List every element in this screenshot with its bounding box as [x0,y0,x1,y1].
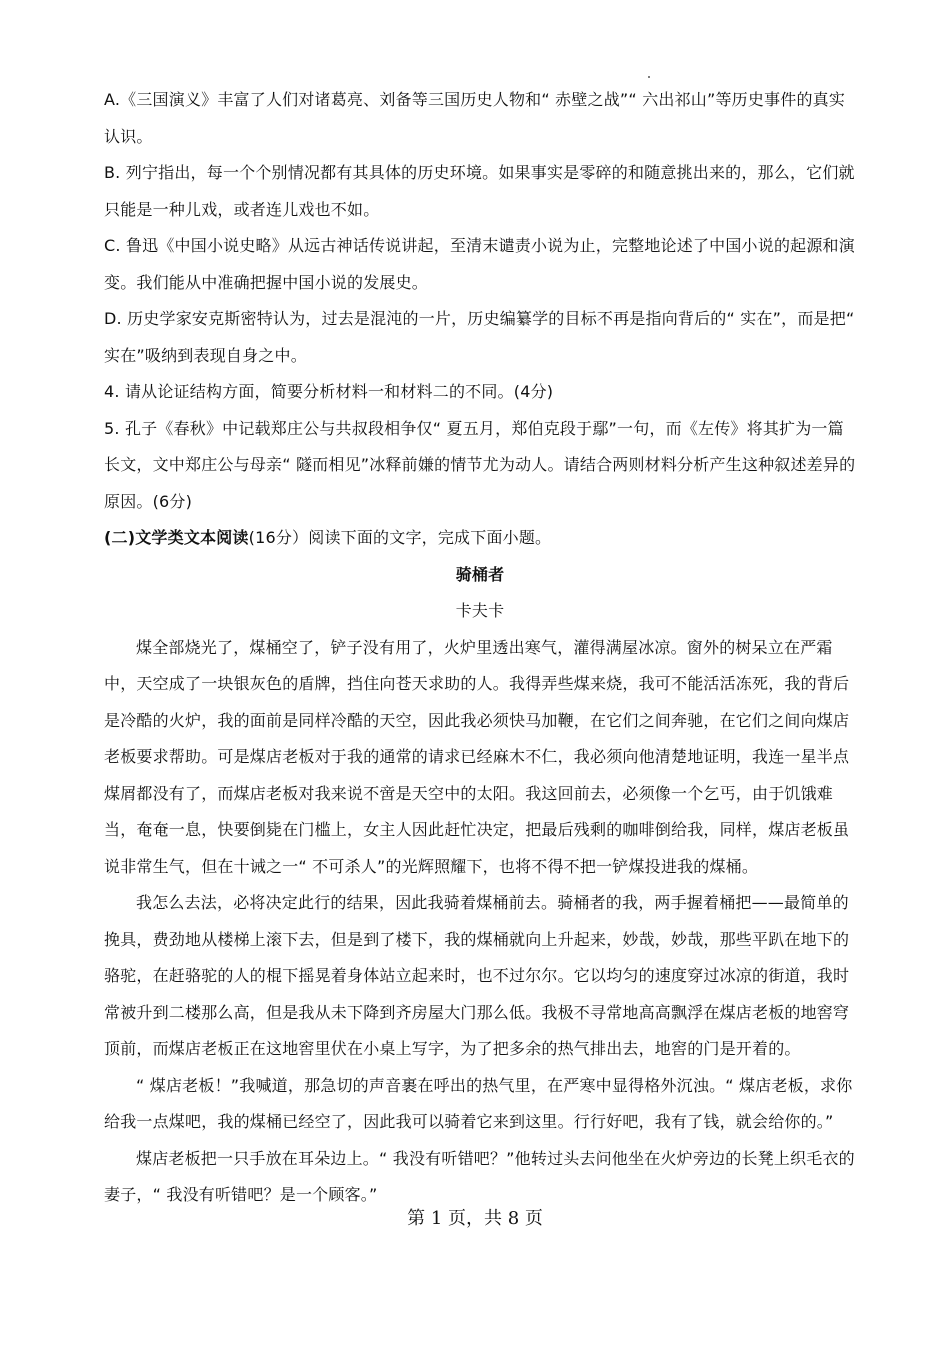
page-number-footer: 第 1 页，共 8 页 [407,1208,543,1229]
page-content [104,82,856,1214]
option-d: D. 历史学家安克斯密特认为，过去是混沌的一片，历史编纂学的目标不再是指向背后的“ 实在”，而是把“ 实在”吸纳到表现自身之中。 [104,309,855,365]
scan-speck [648,76,650,78]
story-paragraph-4: 煤店老板把一只手放在耳朵边上。“ 我没有听错吧？”他转过头去问他坐在火炉旁边的长凳上织毛衣的妻子，“ 我没有听错吧？是一个顾客。” [104,1148,855,1204]
question-4: 4. 请从论证结构方面，简要分析材料一和材料二的不同。(4分) [104,382,554,401]
question-5: 5. 孔子《春秋》中记载郑庄公与共叔段相争仅“ 夏五月，郑伯克段于鄢”一句，而《左传》将其扩为一篇长文，文中郑庄公与母亲“ 隧而相见”冰释前嫌的情节尤为动人。请结合两则材料分析产生这种叙述差异的原因。(6分) [104,418,856,511]
option-c: C. 鲁迅《中国小说史略》从远古神话传说讲起，至清末谴责小说为止，完整地论述了中国小说的起源和演变。我们能从中准确把握中国小说的发展史。 [104,236,855,292]
option-b: B. 列宁指出，每一个个别情况都有其具体的历史环境。如果事实是零碎的和随意挑出来的，那么，它们就只能是一种儿戏，或者连儿戏也不如。 [104,163,855,219]
story-paragraph-2: 我怎么去法，必将决定此行的结果，因此我骑着煤桶前去。骑桶者的我，两手握着桶把——最简单的挽具，费劲地从楼梯上滚下去，但是到了楼下，我的煤桶就向上升起来，妙哉，妙哉，那些平趴在地下的骆驼，在赶骆驼的人的棍下摇晃着身体站立起来时，也不过尔尔。它以均匀的速度穿过冰凉的街道，我时常被升到二楼那么高，但是我从未下降到齐房屋大门那么低。我极不寻常地高高飘浮在煤店老板的地窖穹顶前，而煤店老板正在这地窖里伏在小桌上写字，为了把多余的热气排出去，地窖的门是开着的。 [104,893,850,1058]
story-title: 骑桶者 [455,564,505,584]
section-heading [104,520,856,557]
story-paragraph-1: 煤全部烧光了，煤桶空了，铲子没有用了，火炉里透出寒气，灌得满屋冰凉。窗外的树呆立在严霜中，天空成了一块银灰色的盾牌，挡住向苍天求助的人。我得弄些煤来烧，我可不能活活冻死，我的背后是冷酷的火炉，我的面前是同样冷酷的天空，因此我必须快马加鞭，在它们之间奔驰，在它们之间向煤店老板要求帮助。可是煤店老板对于我的通常的请求已经麻木不仁，我必须向他清楚地证明，我连一星半点煤屑都没有了，而煤店老板对我来说不啻是天空中的太阳。我这回前去，必须像一个乞丐，由于饥饿难当，奄奄一息，快要倒毙在门槛上，女主人因此赶忙决定，把最后残剩的咖啡倒给我，同样，煤店老板虽说非常生气，但在十诫之一“ 不可杀人”的光辉照耀下，也将不得不把一铲煤投进我的煤桶。 [104,637,850,876]
section-heading-title: (二)文学类文本阅读 [104,528,249,547]
section-heading-instruction: (16分）阅读下面的文字，完成下面小题。 [248,528,552,547]
story-paragraph-3: “ 煤店老板！”我喊道，那急切的声音裹在呼出的热气里，在严寒中显得格外沉浊。“ 煤店老板，求你给我一点煤吧，我的煤桶已经空了，因此我可以骑着它来到这里。行行好吧，我有了钱，就会给你的。” [104,1075,853,1131]
option-a: A.《三国演义》丰富了人们对诸葛亮、刘备等三国历史人物和“ 赤壁之战”“ 六出祁山”等历史事件的真实认识。 [104,90,846,146]
story-author: 卡夫卡 [455,601,505,620]
